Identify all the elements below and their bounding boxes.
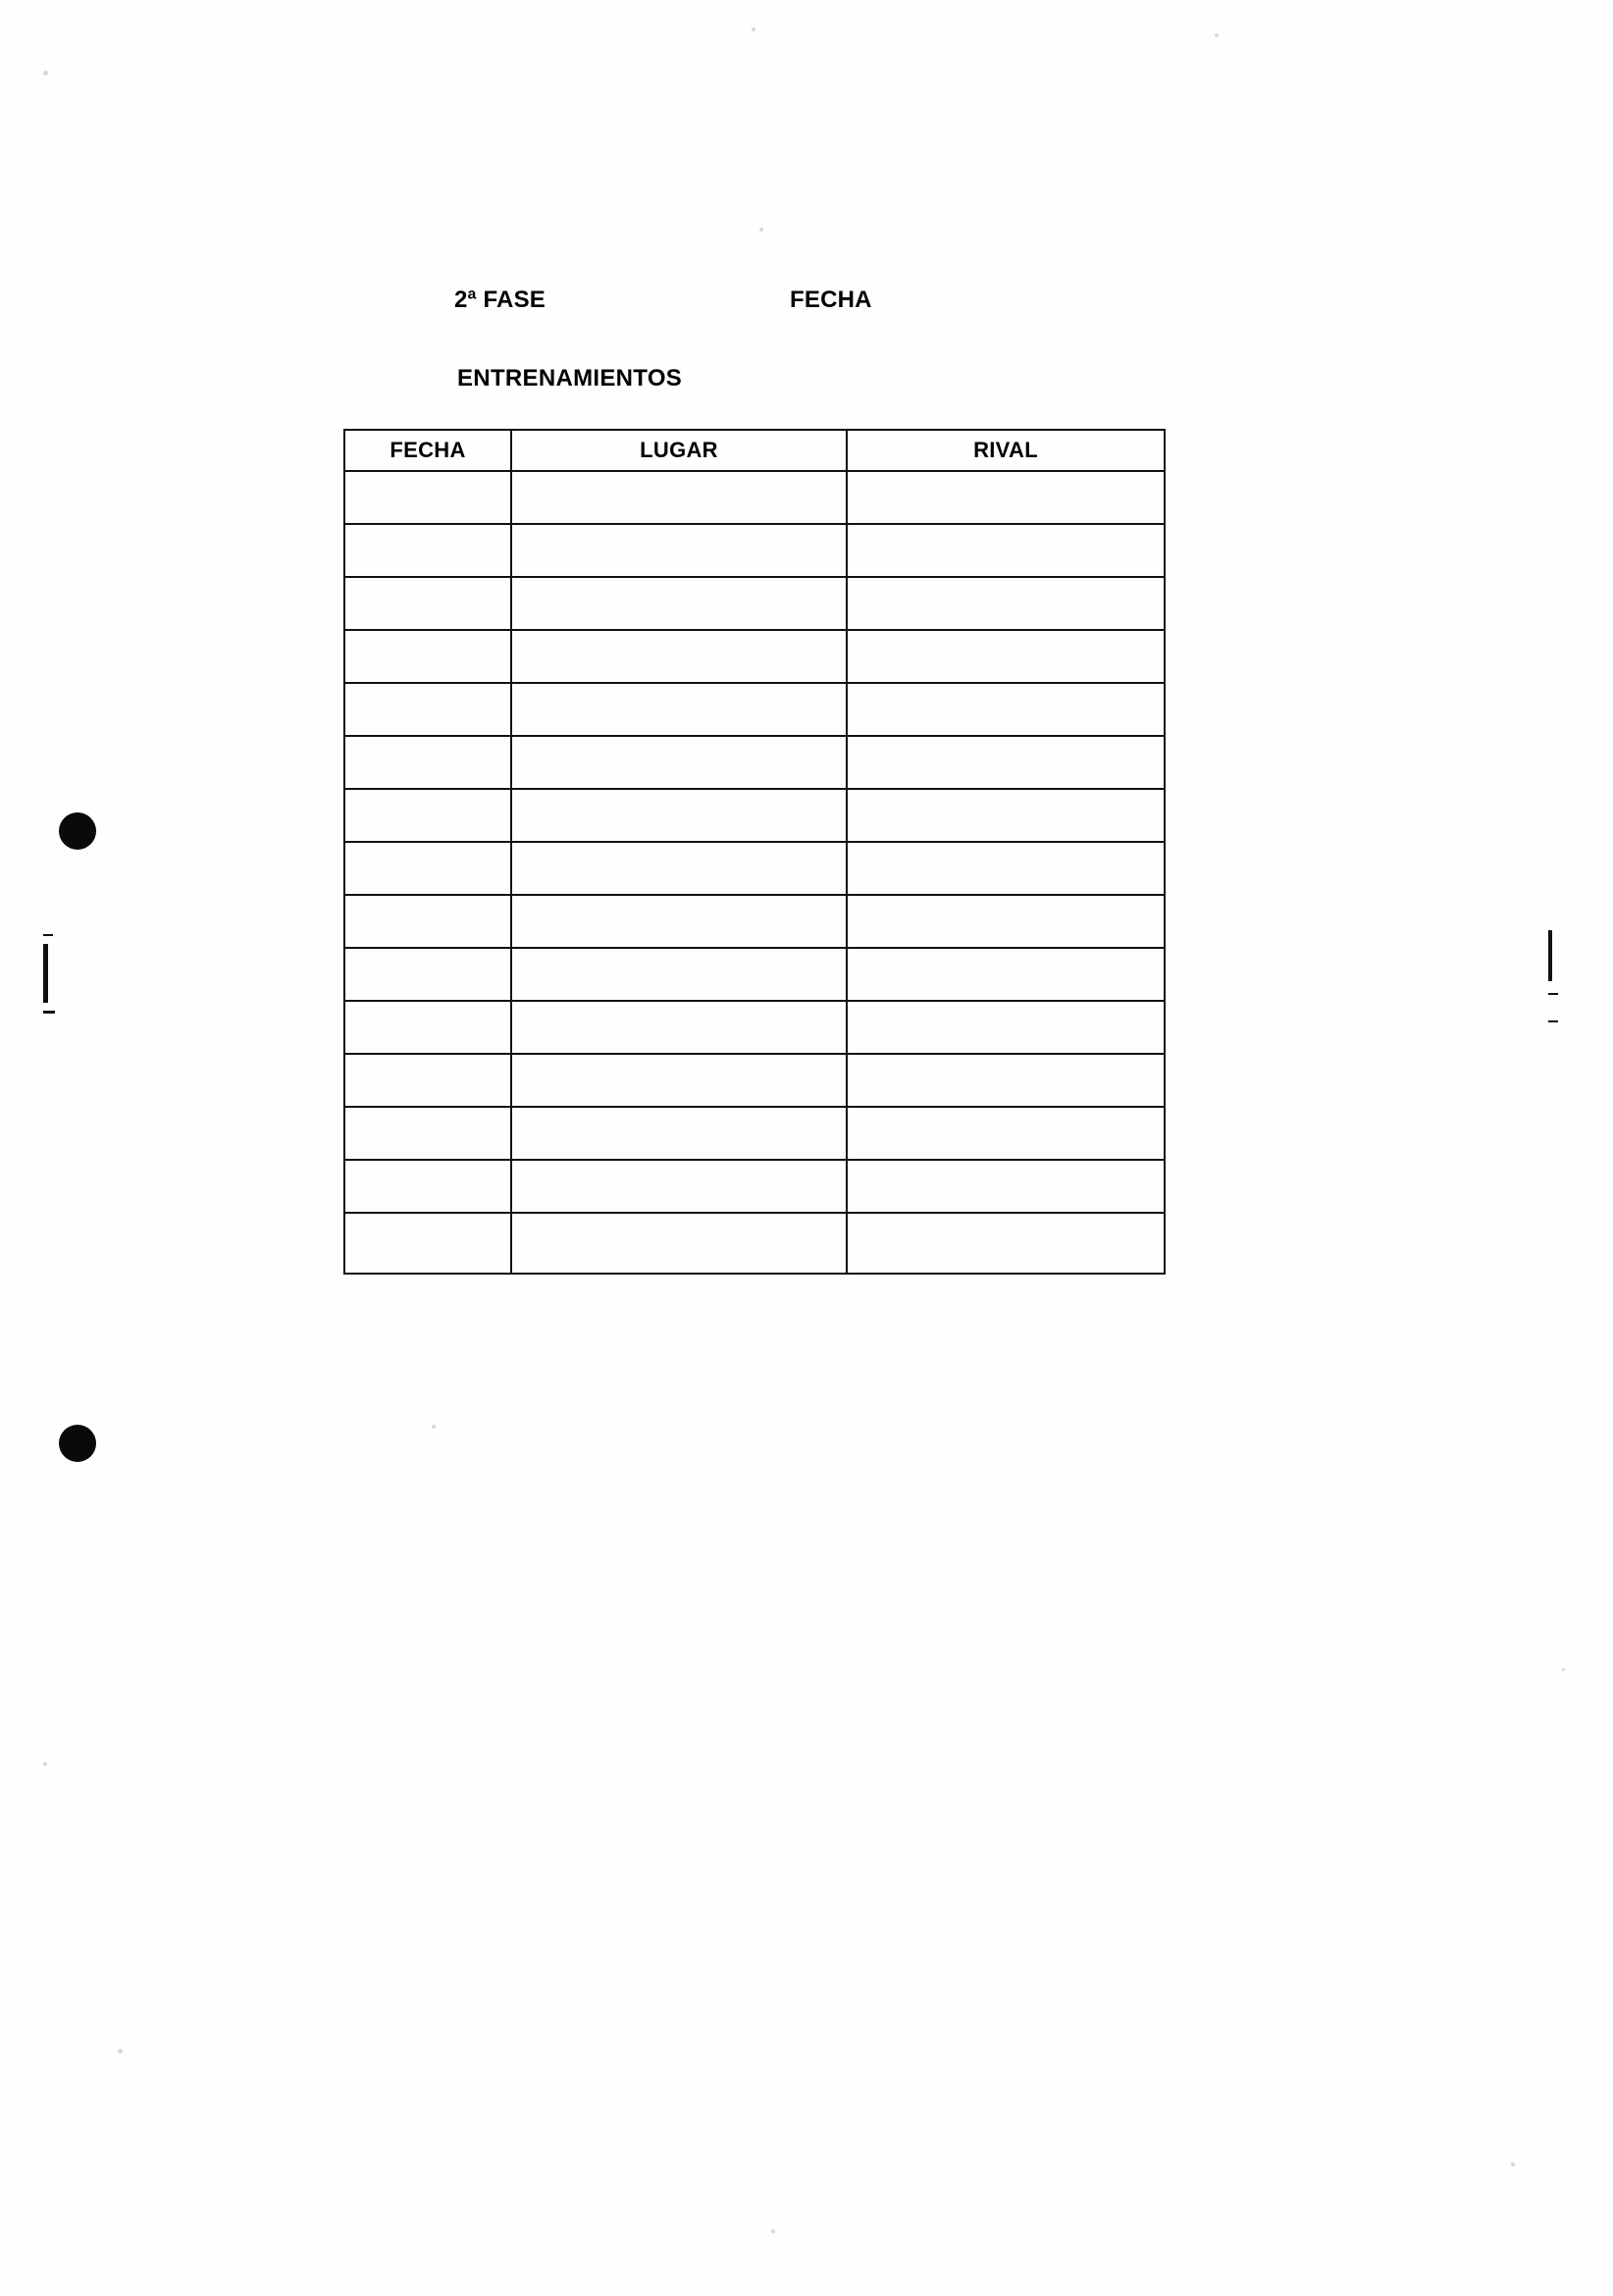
cell-lugar[interactable] (511, 736, 847, 789)
cell-rival[interactable] (847, 630, 1165, 683)
cell-rival[interactable] (847, 683, 1165, 736)
table-header-row (344, 430, 1165, 471)
cell-rival[interactable] (847, 471, 1165, 524)
punch-hole-icon (59, 1425, 96, 1462)
scan-speckle (771, 2229, 775, 2233)
scan-edge-mark (43, 934, 53, 936)
cell-rival[interactable] (847, 736, 1165, 789)
cell-lugar[interactable] (511, 577, 847, 630)
cell-rival[interactable] (847, 577, 1165, 630)
cell-lugar[interactable] (511, 1001, 847, 1054)
cell-lugar[interactable] (511, 1107, 847, 1160)
cell-fecha[interactable] (344, 895, 511, 948)
cell-rival[interactable] (847, 1107, 1165, 1160)
scan-edge-mark (1548, 993, 1558, 995)
cell-fecha[interactable] (344, 1107, 511, 1160)
scan-edge-mark (1548, 1020, 1558, 1022)
cell-fecha[interactable] (344, 1054, 511, 1107)
cell-rival[interactable] (847, 1160, 1165, 1213)
cell-fecha[interactable] (344, 683, 511, 736)
scan-edge-mark (1548, 930, 1552, 981)
scan-speckle (1511, 2163, 1515, 2166)
cell-rival[interactable] (847, 1054, 1165, 1107)
scan-speckle (1562, 1668, 1565, 1671)
cell-lugar[interactable] (511, 630, 847, 683)
punch-hole-icon (59, 812, 96, 850)
cell-lugar[interactable] (511, 1054, 847, 1107)
cell-fecha[interactable] (344, 789, 511, 842)
date-label: FECHA (790, 287, 872, 313)
scan-speckle (1215, 33, 1219, 37)
table-row[interactable] (344, 895, 1165, 948)
scan-speckle (43, 71, 48, 76)
cell-lugar[interactable] (511, 789, 847, 842)
cell-lugar[interactable] (511, 842, 847, 895)
table-row[interactable] (344, 1213, 1165, 1274)
cell-fecha[interactable] (344, 1001, 511, 1054)
document-header (454, 287, 1200, 320)
cell-lugar[interactable] (511, 524, 847, 577)
table-row[interactable] (344, 524, 1165, 577)
cell-fecha[interactable] (344, 1213, 511, 1274)
cell-fecha[interactable] (344, 577, 511, 630)
cell-fecha[interactable] (344, 630, 511, 683)
scan-speckle (43, 1762, 47, 1766)
cell-fecha[interactable] (344, 736, 511, 789)
table-row[interactable] (344, 630, 1165, 683)
table-row[interactable] (344, 842, 1165, 895)
table-row[interactable] (344, 683, 1165, 736)
column-header-lugar: LUGAR (511, 430, 847, 471)
table-row[interactable] (344, 736, 1165, 789)
column-header-fecha: FECHA (344, 430, 511, 471)
cell-lugar[interactable] (511, 948, 847, 1001)
scan-edge-mark (43, 1011, 55, 1014)
cell-rival[interactable] (847, 1213, 1165, 1274)
scan-edge-mark (43, 944, 48, 1003)
cell-fecha[interactable] (344, 842, 511, 895)
phase-label: 2ª FASE (454, 287, 546, 313)
cell-rival[interactable] (847, 895, 1165, 948)
scan-speckle (759, 228, 763, 232)
cell-fecha[interactable] (344, 948, 511, 1001)
cell-fecha[interactable] (344, 471, 511, 524)
table-row[interactable] (344, 1001, 1165, 1054)
scan-speckle (752, 27, 755, 31)
cell-fecha[interactable] (344, 524, 511, 577)
table-row[interactable] (344, 948, 1165, 1001)
table-header (344, 430, 1165, 471)
table-body (344, 471, 1165, 1274)
table-row[interactable] (344, 577, 1165, 630)
trainings-table (343, 429, 1166, 1275)
table-row[interactable] (344, 1054, 1165, 1107)
cell-rival[interactable] (847, 842, 1165, 895)
scan-speckle (432, 1425, 436, 1429)
table-row[interactable] (344, 1107, 1165, 1160)
table-row[interactable] (344, 1160, 1165, 1213)
page-title: ENTRENAMIENTOS (457, 365, 683, 391)
table-row[interactable] (344, 471, 1165, 524)
cell-rival[interactable] (847, 789, 1165, 842)
scan-speckle (118, 2049, 123, 2054)
cell-rival[interactable] (847, 1001, 1165, 1054)
cell-rival[interactable] (847, 948, 1165, 1001)
cell-fecha[interactable] (344, 1160, 511, 1213)
column-header-rival: RIVAL (847, 430, 1165, 471)
table-row[interactable] (344, 789, 1165, 842)
cell-rival[interactable] (847, 524, 1165, 577)
cell-lugar[interactable] (511, 1160, 847, 1213)
cell-lugar[interactable] (511, 471, 847, 524)
cell-lugar[interactable] (511, 683, 847, 736)
cell-lugar[interactable] (511, 895, 847, 948)
cell-lugar[interactable] (511, 1213, 847, 1274)
